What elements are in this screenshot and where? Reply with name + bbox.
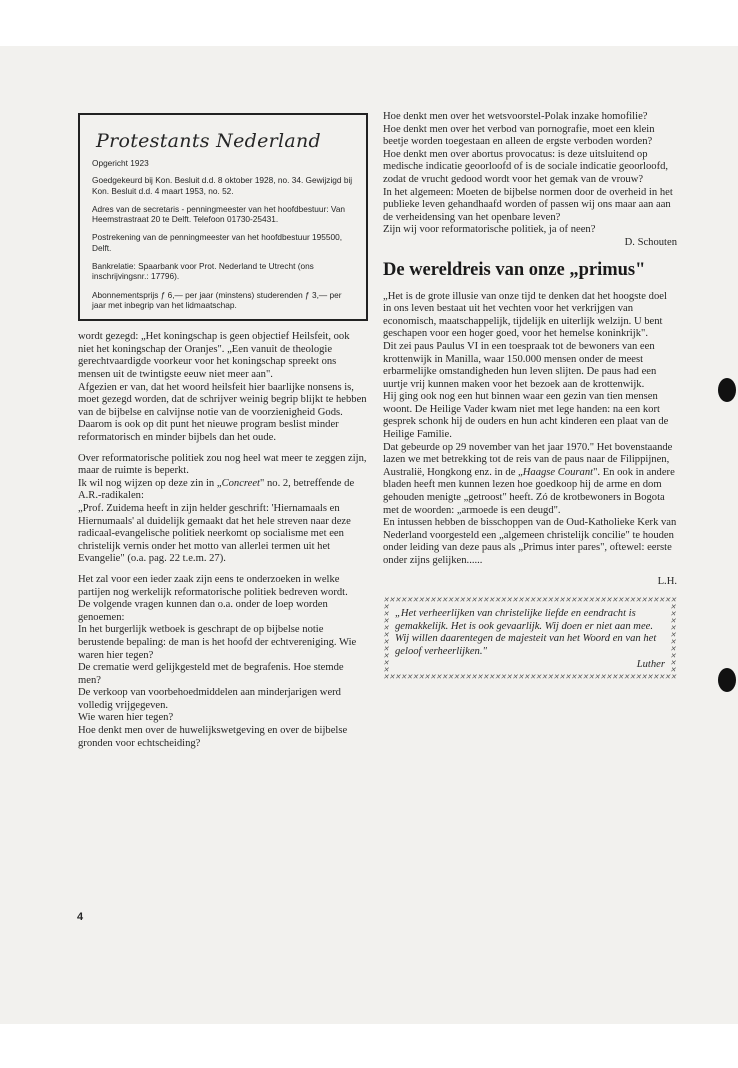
question-paragraph: Hoe denkt men over het wetsvoorstel-Polak inzake homofilie? (383, 111, 648, 122)
body-paragraph: Ik wil nog wijzen op deze zin in „Concreet" no. 2, betreffende de A.R.-radikalen: (78, 477, 355, 502)
quote-box (383, 597, 677, 681)
info-box (78, 113, 368, 321)
body-paragraph: Afgezien er van, dat het woord heilsfeit hier baarlijke nonsens is, moet gezegd worden, dat de schrijver weinig begrip blijkt te hebben van de bijbelse en calvijnse notie van de voorzienigheid Gods. Daarom is ook op dit punt het nieuwe program beslist minder reformatorisch en minder bijbels dan het oude. (78, 381, 367, 444)
article-paragraph: Hij ging ook nog een hut binnen waar een gezin van tien mensen woont. De Heilige Vader kwam niet met lege handen: na een kort gesprek schonk hij de ouders en hun acht kinderen een plaat van de Heilige Familie. (383, 391, 669, 441)
article-paragraph: „Het is de grote illusie van onze tijd te denken dat het hoogste doel in ons leven bestaat uit het vechten voor het verkrijgen van economisch, maatschappelijk, tijdelijk en uiterlijk welzijn. U bent geschapen voor een hoger goed, voor het hemelse koninkrijk". (383, 290, 667, 340)
quote-line: „Het verheerlijken van christelijke liefde en eendracht is gemakkelijk. Het is ook gevaarlijk. Wij doen er niet aan mee. (395, 608, 653, 632)
article-paragraph: En intussen hebben de bisschoppen van de Oud-Katholieke Kerk van Nederland voorgesteld een „algemeen christelijk concilie" te houden onder leiding van deze paus als „Primus inter pares", oftewel: eerste onder zijns gelijken...... (383, 517, 677, 566)
body-paragraph: wordt gezegd: „Het koningschap is geen objectief Heilsfeit, ook niet het koningschap der Oranjes". „Een vanuit de theologie gerechtvaardigde voorkeur voor het koningschap spreekt ons mensen uit de twintigste eeuw niet meer aan". (78, 331, 350, 381)
info-paragraph: Bankrelatie: Spaarbank voor Prot. Nederland te Utrecht (ons inschrijvingsnr.: 17796). (92, 261, 314, 282)
question-paragraph: Zijn wij voor reformatorische politiek, ja of neen? (383, 224, 596, 236)
quote-line: Wij willen daarentegen de majesteit van het Woord en van het geloof verheerlijken." (395, 633, 657, 657)
quote-border-bottom: ✕✕✕✕✕✕✕✕✕✕✕✕✕✕✕✕✕✕✕✕✕✕✕✕✕✕✕✕✕✕✕✕✕✕✕✕✕✕✕✕✕✕✕✕✕✕✕✕✕✕ (383, 674, 677, 682)
body-paragraph: In het burgerlijk wetboek is geschrapt de op bijbelse notie berustende bepaling: de man is het hoofd der echtvereniging. Wie waren hier tegen? (78, 624, 357, 661)
punch-hole (718, 668, 736, 692)
left-column (78, 113, 368, 750)
quote-author: Luther (636, 658, 665, 670)
question-paragraph: Hoe denkt men over het verbod van pornografie, moet een klein beetje worden toegestaan en alleen de ergste verboden worden? (383, 123, 655, 148)
body-paragraph: Het zal voor een ieder zaak zijn eens te onderzoeken in welke partijen nog werkelijk reformatorische politiek bedreven wordt. (78, 573, 348, 598)
article-paragraph: Dat gebeurde op 29 november van het jaar 1970." Het bovenstaande lazen we met betrekking tot de reis van de paus naar de Filippijnen, Australië, Hongkong enz. in de „Haagse Courant". En ook in andere bladen heeft men kunnen lezen hoe goedkoop hij de arme en dom gehouden menigte „getroost" heeft. Zó de krotbewoners in Bogota met de woorden: „armoede is een deugd". (383, 441, 675, 516)
question-paragraph: Hoe denkt men over abortus provocatus: is deze uitsluitend op medische indicatie geoorloofd of is de sociale indicatie geoorloofd, zodat de vrucht gedood wordt voor het gemak van de vrouw? (383, 148, 669, 185)
quote-border-right: ✕✕✕✕✕✕✕✕✕✕ (670, 604, 676, 675)
right-column (383, 111, 677, 681)
author-signature: L.H. (657, 575, 677, 587)
punch-hole (718, 378, 736, 402)
body-paragraph: De crematie werd gelijkgesteld met de begrafenis. Hoe stemde men? (78, 662, 344, 686)
author-signature: D. Schouten (624, 236, 677, 248)
founded-line: Opgericht 1923 (92, 158, 149, 168)
info-paragraph: Abonnementsprijs ƒ 6,— per jaar (minstens) studerenden ƒ 3,— per jaar met inbegrip van het lidmaatschap. (92, 289, 342, 310)
info-paragraph: Adres van de secretaris - penningmeester van het hoofdbestuur: Van Heemstrastraat 20 te Delft. Telefoon 01730-25431. (92, 203, 346, 225)
info-paragraph: Postrekening van de penningmeester van het hoofdbestuur 195500, Delft. (92, 232, 343, 253)
body-paragraph: De volgende vragen kunnen dan o.a. onder de loep worden genoemen: (78, 599, 328, 623)
masthead-logo: Protestants Nederland (96, 130, 322, 152)
quote-border-left: ✕✕✕✕✕✕✕✕✕✕ (383, 604, 389, 675)
question-paragraph: In het algemeen: Moeten de bijbelse normen door de overheid in het publieke leven gehandhaafd worden of passen wij ons maar aan aan de verheidensing van het openbare leven? (383, 186, 673, 223)
quote-border-top: ✕✕✕✕✕✕✕✕✕✕✕✕✕✕✕✕✕✕✕✕✕✕✕✕✕✕✕✕✕✕✕✕✕✕✕✕✕✕✕✕✕✕✕✕✕✕✕✕✕✕ (383, 597, 677, 605)
article-paragraph: Dit zei paus Paulus VI in een toespraak tot de bewoners van een krottenwijk in Manilla, waar 150.000 mensen onder de meest erbarmelijke omstandigheden hun leven slijten. De paus had een uurtje vrij kunnen maken voor het bezoek aan de krottenwijk. (383, 340, 657, 390)
body-paragraph: Hoe denkt men over de huwelijkswetgeving en over de bijbelse gronden voor echtscheiding? (78, 725, 348, 749)
body-paragraph: „Prof. Zuidema heeft in zijn helder geschrift: 'Hiernamaals en Hiernumaals' al duidelijk gemaakt dat het hele streven naar deze radicaal-evangelische politiek neerkomt op socialisme met een christelijk vernis onder het motto van allerlei termen uit het Evangelie" (o.a. pag. 22 t.e.m. 27). (78, 502, 351, 565)
body-paragraph: Wie waren hier tegen? (78, 712, 174, 724)
article-title: De wereldreis van onze „primus" (383, 259, 646, 280)
page-number: 4 (77, 911, 84, 923)
publication-title: Concreet (221, 477, 261, 489)
body-paragraph: Over reformatorische politiek zou nog heel wat meer te zeggen zijn, maar de ruimte is beperkt. (78, 452, 367, 477)
newspaper-title: Haagse Courant (522, 466, 594, 478)
info-paragraph: Goedgekeurd bij Kon. Besluit d.d. 8 oktober 1928, no. 34. Gewijzigd bij Kon. Besluit d.d. 4 maart 1953, no. 52. (92, 175, 353, 196)
body-paragraph: De verkoop van voorbehoedmiddelen aan minderjarigen werd volledig vrijgegeven. (78, 687, 341, 711)
